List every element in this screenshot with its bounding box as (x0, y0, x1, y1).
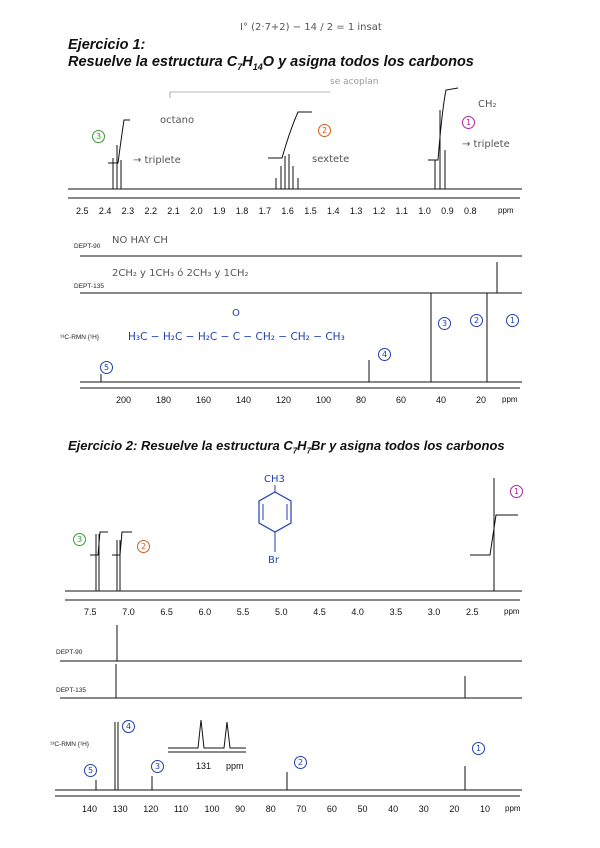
axis-tick-label: 200 (116, 395, 132, 405)
axis-tick-label: 2.5 (76, 206, 89, 216)
inset-peaks (168, 720, 246, 748)
axis-tick-label: 1.6 (281, 206, 294, 216)
ex2-h-integral (112, 532, 132, 555)
ex2-c13-peak-label-4: 4 (122, 720, 135, 733)
axis-tick-label: 2.4 (98, 206, 112, 216)
axis-tick-label: 160 (196, 395, 212, 405)
ex1-c13-axis-unit: ppm (502, 395, 518, 404)
axis-tick-label: 5.5 (236, 607, 250, 617)
ex1-h-integral (268, 112, 312, 158)
inset-unit: ppm (226, 761, 244, 771)
axis-tick-label: 100 (316, 395, 332, 405)
ex2-c13-peak-label-1: 1 (472, 742, 485, 755)
axis-tick-label: 1.0 (418, 206, 431, 216)
ex1-structure: H₃C − H₂C − H₂C − C − CH₂ − CH₂ − CH₃ (128, 331, 345, 343)
ex1-structure-oxygen: O (232, 308, 240, 319)
axis-tick-label: 3.0 (427, 607, 441, 617)
ex1-h-axis-unit: ppm (498, 206, 514, 215)
axis-tick-label: 50 (357, 804, 368, 814)
axis-tick-label: 20 (476, 395, 487, 405)
axis-tick-label: 120 (276, 395, 292, 405)
h1-label-c1: 1 (462, 116, 475, 129)
axis-tick-label: 5.0 (275, 607, 288, 617)
ex1-dept90-label: DEPT-90 (74, 243, 101, 250)
axis-tick-label: 2.3 (121, 206, 135, 216)
ex2-h1-label-c3: 3 (73, 533, 86, 546)
axis-tick-label: 60 (396, 395, 407, 405)
axis-tick-label: 40 (436, 395, 447, 405)
ex2-dept90-label: DEPT-90 (56, 649, 83, 656)
axis-tick-label: 2.1 (167, 206, 180, 216)
axis-tick-label: 1.7 (258, 206, 272, 216)
axis-tick-label: 100 (204, 804, 220, 814)
ex2-title: Ejercicio 2: Resuelve la estructura $C_7H_7Br$ y asigna todos los carbonos (68, 438, 505, 456)
axis-tick-label: 130 (112, 804, 128, 814)
axis-tick-label: 70 (296, 804, 307, 814)
axis-tick-label: 2.0 (190, 206, 203, 216)
axis-tick-label: 40 (388, 804, 399, 814)
inset-tick-131: 131 (196, 761, 212, 771)
axis-tick-label: 0.9 (441, 206, 454, 216)
triplet-note-1: → triplete (133, 155, 181, 166)
ex2-br-label: Br (268, 555, 279, 566)
axis-tick-label: 90 (235, 804, 246, 814)
c13-peak-label-2: 2 (470, 314, 483, 327)
ex2-ch3-label: CH3 (264, 474, 285, 485)
ex1-dept135-note: 2CH₂ y 1CH₃ ó 2CH₃ y 1CH₂ (112, 268, 249, 279)
axis-tick-label: 1.9 (212, 206, 226, 216)
ex1-c13-label: ¹³C-RMN {¹H} (60, 334, 99, 341)
axis-tick-label: 2.5 (466, 607, 479, 617)
h1-label-c2: 2 (318, 124, 331, 137)
ex1-title-line1: Ejercicio 1: (68, 37, 146, 53)
c13-peak-label-4: 4 (378, 348, 391, 361)
axis-tick-label: 3.5 (389, 607, 403, 617)
axis-tick-label: 80 (265, 804, 276, 814)
ex2-dept135-label: DEPT-135 (56, 687, 86, 694)
axis-tick-label: 10 (480, 804, 491, 814)
ex1-title-line2: Resuelve la estructura $C_7H_{14}O$ y asigna todos los carbonos (68, 54, 474, 72)
axis-tick-label: 110 (173, 804, 189, 814)
c13-peak-label-5: 5 (100, 361, 113, 374)
ex2-h1-label-c2: 2 (137, 540, 150, 553)
axis-tick-label: 1.2 (372, 206, 386, 216)
axis-tick-label: 1.5 (304, 206, 317, 216)
ex2-c13-axis-unit: ppm (505, 804, 521, 813)
axis-tick-label: 2.2 (144, 206, 157, 216)
ex2-h-axis-unit: ppm (504, 607, 520, 616)
axis-tick-label: 7.0 (122, 607, 135, 617)
benzene-ring (259, 492, 291, 532)
axis-tick-label: 20 (449, 804, 460, 814)
axis-tick-label: 120 (143, 804, 159, 814)
unsaturation-note: I° (2·7+2) − 14 / 2 = 1 insat (240, 22, 382, 33)
axis-tick-label: 1.4 (327, 206, 340, 216)
axis-tick-label: 60 (326, 804, 337, 814)
c13-peak-label-1: 1 (506, 314, 519, 327)
ex1-h-integral (428, 88, 458, 160)
axis-tick-label: 140 (236, 395, 252, 405)
ex2-h1-label-c1: 1 (510, 485, 523, 498)
axis-tick-label: 80 (356, 395, 367, 405)
axis-tick-label: 6.0 (198, 607, 212, 617)
axis-tick-label: 7.5 (84, 607, 97, 617)
axis-tick-label: 0.8 (464, 206, 477, 216)
h1-label-c3: 3 (92, 130, 105, 143)
axis-tick-label: 1.3 (349, 206, 363, 216)
ex2-c13-peak-label-5: 5 (84, 764, 97, 777)
axis-tick-label: 140 (82, 804, 98, 814)
axis-tick-label: 1.1 (395, 206, 409, 216)
ex1-h-integral (108, 120, 130, 163)
triplet-note-2: → triplete (462, 139, 510, 150)
axis-tick-label: 4.5 (313, 607, 326, 617)
octano-note: octano (160, 115, 195, 126)
axis-tick-label: 4.0 (351, 607, 364, 617)
coupling-bracket (170, 92, 330, 98)
axis-tick-label: 30 (418, 804, 429, 814)
axis-tick-label: 180 (156, 395, 172, 405)
axis-tick-label: 6.5 (160, 607, 173, 617)
c13-peak-label-3: 3 (438, 317, 451, 330)
ex2-c13-peak-label-3: 3 (151, 760, 164, 773)
ex2-c13-label: ¹³C-RMN {¹H} (50, 741, 89, 748)
ch2-note: CH₂ (478, 99, 497, 110)
ex1-dept90-note: NO HAY CH (112, 235, 168, 246)
ex2-c13-peak-label-2: 2 (294, 756, 307, 769)
axis-tick-label: 1.8 (235, 206, 249, 216)
ex1-dept135-label: DEPT-135 (74, 283, 104, 290)
coupling-note: se acoplan (330, 77, 379, 87)
sextet-note: sextete (312, 154, 350, 165)
